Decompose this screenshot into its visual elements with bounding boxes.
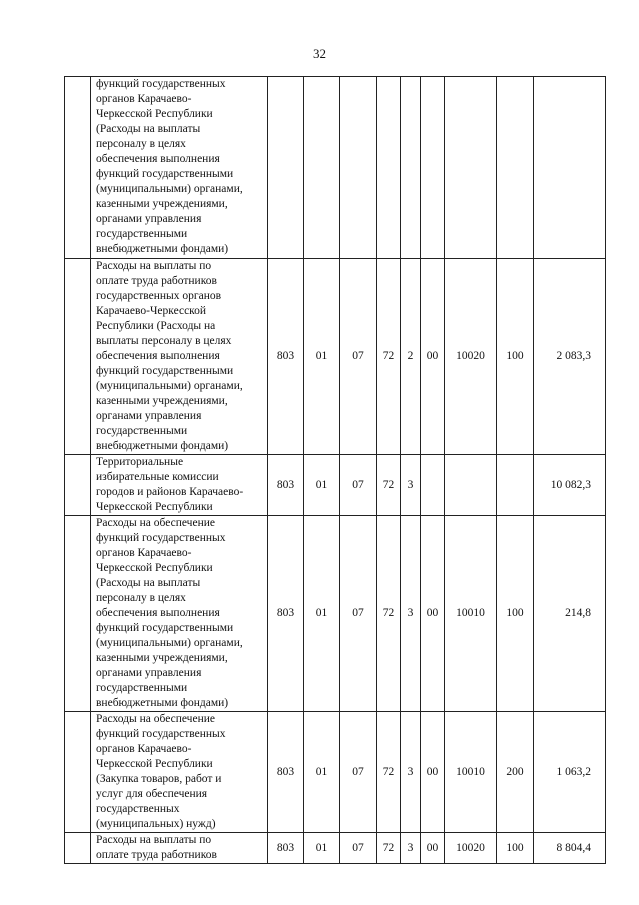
expense-name-line: Республики (Расходы на xyxy=(96,320,216,332)
amount-cell: 214,8 xyxy=(534,516,606,712)
row-margin-cell xyxy=(65,833,91,864)
expense-name-line: Черкесской Республики xyxy=(96,108,213,120)
amount-cell: 2 083,3 xyxy=(534,259,606,455)
code-type-cell: 100 xyxy=(497,259,534,455)
expense-name-line: (Расходы на выплаты xyxy=(96,577,201,589)
expense-name-line: услуг для обеспечения xyxy=(96,788,208,800)
expense-name-line: органов Карачаево- xyxy=(96,743,192,755)
expense-name-line: государственных органов xyxy=(96,290,222,302)
code-direction-cell: 00 xyxy=(421,833,445,864)
expense-name-line: Черкесской Республики xyxy=(96,562,213,574)
row-margin-cell xyxy=(65,259,91,455)
expense-name-line: Карачаево-Черкесской xyxy=(96,305,207,317)
code-expense-cell: 10010 xyxy=(445,712,497,833)
expense-name-line: функций государственных xyxy=(96,728,226,740)
expense-name-line: городов и районов Карачаево- xyxy=(96,486,244,498)
expense-name-line: внебюджетными фондами) xyxy=(96,243,229,255)
expense-name-line: (Расходы на выплаты xyxy=(96,123,201,135)
expense-name-cell xyxy=(91,77,268,259)
code-section-cell: 01 xyxy=(304,455,340,516)
expense-name-line: Расходы на обеспечение xyxy=(96,713,215,725)
code-program-cell xyxy=(377,77,401,259)
table-row xyxy=(65,712,606,833)
expense-name-line: органами управления xyxy=(96,213,202,225)
expense-name-line: (муниципальными) органами, xyxy=(96,183,243,195)
expense-name-line: государственными xyxy=(96,682,188,694)
page-number: 32 xyxy=(313,46,326,61)
expense-name-line: Черкесской Республики xyxy=(96,758,213,770)
row-margin-cell xyxy=(65,516,91,712)
code-ministry-cell: 803 xyxy=(268,712,304,833)
code-expense-cell xyxy=(445,77,497,259)
code-direction-cell xyxy=(421,77,445,259)
expense-name-line: (муниципальными) органами, xyxy=(96,637,243,649)
code-expense-cell: 10010 xyxy=(445,516,497,712)
code-direction-cell: 00 xyxy=(421,516,445,712)
expense-name-line: Расходы на выплаты по xyxy=(96,260,212,272)
code-direction-cell xyxy=(421,455,445,516)
expense-name-line: органов Карачаево- xyxy=(96,547,192,559)
code-section-cell xyxy=(304,77,340,259)
code-type-cell xyxy=(497,77,534,259)
expense-name-line: функций государственных xyxy=(96,532,226,544)
expense-name-line: избирательные комиссии xyxy=(96,471,219,483)
code-expense-cell: 10020 xyxy=(445,259,497,455)
code-program-cell: 72 xyxy=(377,455,401,516)
code-section-cell: 01 xyxy=(304,712,340,833)
code-subprogram-cell xyxy=(401,77,421,259)
expense-name-line: персоналу в целях xyxy=(96,592,186,604)
amount-cell: 1 063,2 xyxy=(534,712,606,833)
row-margin-cell xyxy=(65,455,91,516)
code-program-cell: 72 xyxy=(377,712,401,833)
code-type-cell xyxy=(497,455,534,516)
amount-cell: 10 082,3 xyxy=(534,455,606,516)
expense-name-line: казенными учреждениями, xyxy=(96,198,228,210)
code-ministry-cell: 803 xyxy=(268,455,304,516)
code-expense-cell xyxy=(445,455,497,516)
expense-name-line: обеспечения выполнения xyxy=(96,350,220,362)
row-margin-cell xyxy=(65,712,91,833)
expense-name-line: Черкесской Республики xyxy=(96,501,213,513)
expense-name-line: казенными учреждениями, xyxy=(96,395,228,407)
code-subsection-cell: 07 xyxy=(340,259,377,455)
expense-name-line: казенными учреждениями, xyxy=(96,652,228,664)
expense-name-line: органов Карачаево- xyxy=(96,93,192,105)
expense-name-line: функций государственных xyxy=(96,78,226,90)
expense-name-cell xyxy=(91,516,268,712)
code-ministry-cell: 803 xyxy=(268,259,304,455)
expense-name-line: органами управления xyxy=(96,667,202,679)
expense-name-line: оплате труда работников xyxy=(96,275,217,287)
code-subprogram-cell: 3 xyxy=(401,516,421,712)
expense-name-line: органами управления xyxy=(96,410,202,422)
code-subsection-cell: 07 xyxy=(340,833,377,864)
expense-name-line: (Закупка товаров, работ и xyxy=(96,773,222,785)
table-body xyxy=(65,77,606,864)
expense-name-cell xyxy=(91,259,268,455)
code-subprogram-cell: 3 xyxy=(401,833,421,864)
code-expense-cell: 10020 xyxy=(445,833,497,864)
code-type-cell: 100 xyxy=(497,516,534,712)
expense-name-cell xyxy=(91,833,268,864)
expense-name-line: обеспечения выполнения xyxy=(96,607,220,619)
expense-name-line: внебюджетными фондами) xyxy=(96,440,229,452)
code-subsection-cell: 07 xyxy=(340,712,377,833)
expense-name-line: государственных xyxy=(96,803,180,815)
budget-table xyxy=(64,76,606,864)
code-subprogram-cell: 2 xyxy=(401,259,421,455)
table-row xyxy=(65,516,606,712)
expense-name-line: внебюджетными фондами) xyxy=(96,697,229,709)
code-type-cell: 100 xyxy=(497,833,534,864)
expense-name-cell xyxy=(91,712,268,833)
code-direction-cell: 00 xyxy=(421,259,445,455)
code-subprogram-cell: 3 xyxy=(401,712,421,833)
expense-name-line: Расходы на выплаты по xyxy=(96,834,212,846)
code-program-cell: 72 xyxy=(377,833,401,864)
expense-name-line: (муниципальных) нужд) xyxy=(96,818,216,830)
expense-name-line: функций государственными xyxy=(96,168,234,180)
code-ministry-cell: 803 xyxy=(268,833,304,864)
expense-name-line: (муниципальными) органами, xyxy=(96,380,243,392)
code-program-cell: 72 xyxy=(377,259,401,455)
table-row xyxy=(65,455,606,516)
table-row xyxy=(65,259,606,455)
code-type-cell: 200 xyxy=(497,712,534,833)
code-direction-cell: 00 xyxy=(421,712,445,833)
code-section-cell: 01 xyxy=(304,516,340,712)
amount-cell: 8 804,4 xyxy=(534,833,606,864)
table-row xyxy=(65,77,606,259)
expense-name-line: функций государственными xyxy=(96,365,234,377)
table-row xyxy=(65,833,606,864)
expense-name-line: обеспечения выполнения xyxy=(96,153,220,165)
code-subsection-cell: 07 xyxy=(340,455,377,516)
code-program-cell: 72 xyxy=(377,516,401,712)
expense-name-line: оплате труда работников xyxy=(96,849,217,861)
expense-name-line: Территориальные xyxy=(96,456,184,468)
expense-name-line: государственными xyxy=(96,425,188,437)
expense-name-line: функций государственными xyxy=(96,622,234,634)
row-margin-cell xyxy=(65,77,91,259)
code-ministry-cell: 803 xyxy=(268,516,304,712)
code-section-cell: 01 xyxy=(304,259,340,455)
amount-cell xyxy=(534,77,606,259)
code-ministry-cell xyxy=(268,77,304,259)
expense-name-line: Расходы на обеспечение xyxy=(96,517,215,529)
expense-name-cell xyxy=(91,455,268,516)
code-subsection-cell xyxy=(340,77,377,259)
expense-name-line: государственными xyxy=(96,228,188,240)
code-section-cell: 01 xyxy=(304,833,340,864)
code-subprogram-cell: 3 xyxy=(401,455,421,516)
expense-name-line: выплаты персоналу в целях xyxy=(96,335,232,347)
expense-name-line: персоналу в целях xyxy=(96,138,186,150)
code-subsection-cell: 07 xyxy=(340,516,377,712)
